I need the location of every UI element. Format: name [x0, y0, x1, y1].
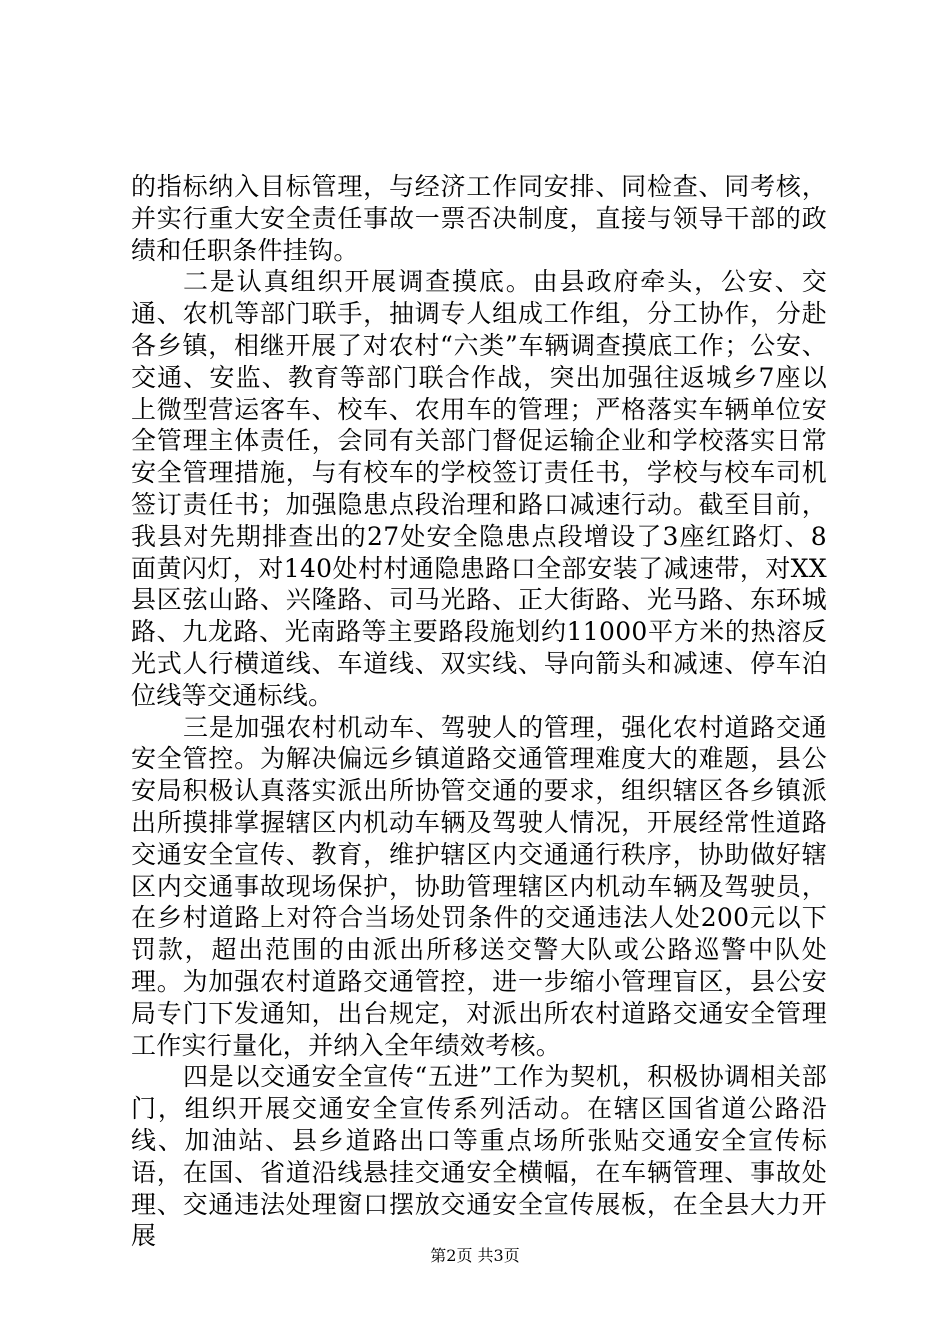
page-number-footer: 第2页 共3页	[430, 1246, 520, 1265]
paragraph-item-2: 二是认真组织开展调查摸底。由县政府牵头，公安、交通、农机等部门联手，抽调专人组成工作组，分工协作，分赴各乡镇，相继开展了对农村“六类”车辆调查摸底工作；公安、交通、安监、教育等部门联合作战，突出加强往返城乡7座以上微型营运客车、校车、农用车的管理；严格落实车辆单位安全管理主体责任，会同有关部门督促运输企业和学校落实日常安全管理措施，与有校车的学校签订责任书，学校与校车司机签订责任书；加强隐患点段治理和路口减速行动。截至目前，我县对先期排查出的27处安全隐患点段增设了3座红路灯、8面黄闪灯，对140处村村通隐患路口全部安装了减速带，对XX县区弦山路、兴隆路、司马光路、正大街路、光马路、东环城路、九龙路、光南路等主要路段施划约11000平方米的热溶反光式人行横道线、车道线、双实线、导向箭头和减速、停车泊位线等交通标线。	[131, 267, 827, 710]
paragraph-item-3: 三是加强农村机动车、驾驶人的管理，强化农村道路交通安全管控。为解决偏远乡镇道路交通管理难度大的难题，县公安局积极认真落实派出所协管交通的要求，组织辖区各乡镇派出所摸排掌握辖区内机动车辆及驾驶人情况，开展经常性道路交通安全宣传、教育，维护辖区内交通通行秩序，协助做好辖区内交通事故现场保护，协助管理辖区内机动车辆及驾驶员，在乡村道路上对符合当场处罚条件的交通违法人处200元以下罚款，超出范围的由派出所移送交警大队或公路巡警中队处理。为加强农村道路交通管控，进一步缩小管理盲区，县公安局专门下发通知，出台规定，对派出所农村道路交通安全管理工作实行量化，并纳入全年绩效考核。	[131, 712, 827, 1060]
paragraph-continuation: 的指标纳入目标管理，与经济工作同安排、同检查、同考核，并实行重大安全责任事故一票否决制度，直接与领导干部的政绩和任职条件挂钩。	[131, 172, 827, 265]
document-body	[131, 171, 827, 1252]
paragraph-item-4: 四是以交通安全宣传“五进”工作为契机，积极协调相关部门，组织开展交通安全宣传系列活动。在辖区国省道公路沿线、加油站、县乡道路出口等重点场所张贴交通安全宣传标语，在国、省道沿线悬挂交通安全横幅，在车辆管理、事故处理、交通违法处理窗口摆放交通安全宣传展板，在全县大力开展	[131, 1062, 827, 1251]
